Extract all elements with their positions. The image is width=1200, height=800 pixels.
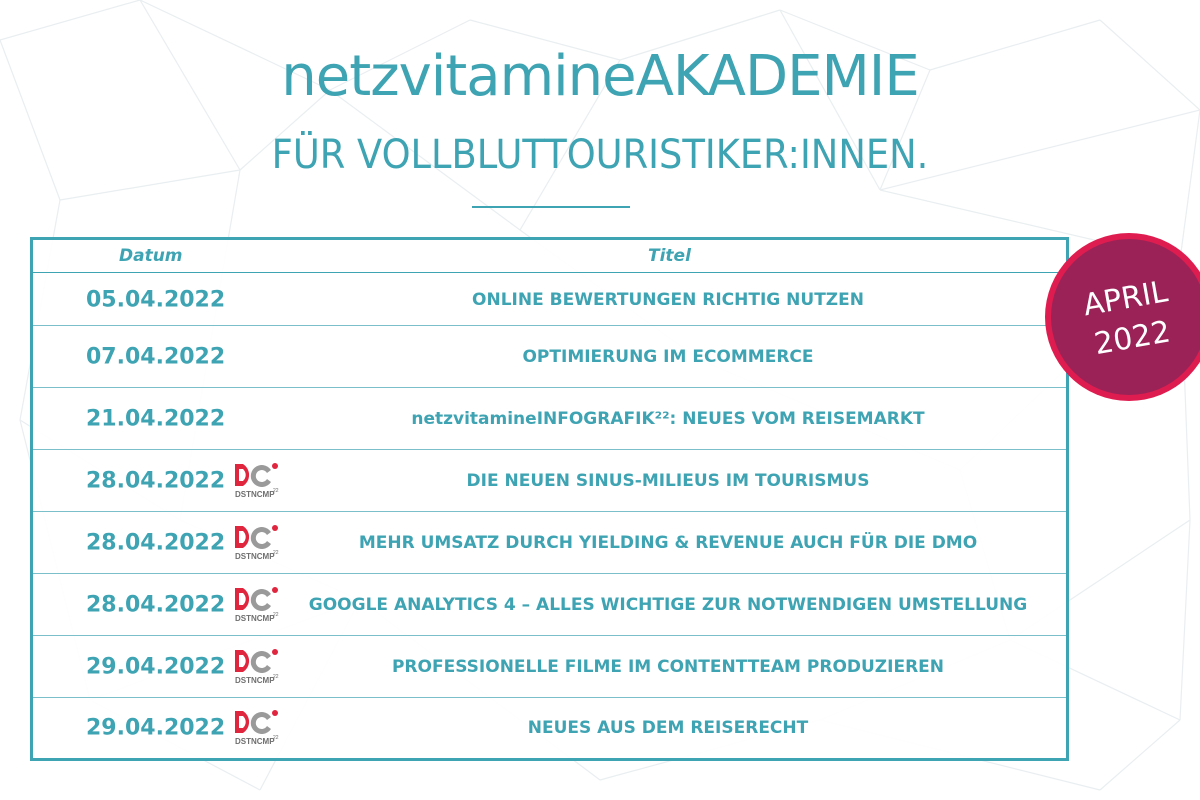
dstncmp-logo-icon	[233, 647, 281, 687]
row-title: MEHR UMSATZ DURCH YIELDING & REVENUE AUCH FÜR DIE DMO	[358, 532, 978, 553]
dstncmp-logo-icon	[233, 461, 281, 501]
table-row	[33, 388, 1066, 450]
row-title: ONLINE BEWERTUNGEN RICHTIG NUTZEN	[472, 289, 864, 310]
logo-superscript: 22	[273, 735, 279, 741]
dstncmp-logo-icon	[233, 523, 281, 563]
table-row	[33, 636, 1066, 698]
row-date: 21.04.2022	[86, 406, 226, 431]
row-date: 29.04.2022	[86, 654, 226, 679]
row-title: OPTIMIERUNG IM ECOMMERCE	[522, 346, 814, 367]
row-title: netzvitamineINFOGRAFIK²²: NEUES VOM REISEMARKT	[411, 408, 925, 429]
row-date: 05.04.2022	[86, 287, 226, 312]
table-row	[33, 698, 1066, 758]
logo-superscript: 22	[273, 487, 279, 494]
subtitle: FÜR VOLLBLUTTOURISTIKER:INNEN.	[271, 132, 929, 178]
brand-title: netzvitamineAKADEMIE	[281, 44, 919, 109]
column-header-title: Titel	[648, 246, 691, 266]
month-badge-inner	[1051, 239, 1200, 395]
row-date: 28.04.2022	[86, 468, 226, 493]
network-line	[1180, 110, 1200, 260]
logo-text: DSTNCMP	[235, 675, 275, 685]
title-divider	[472, 206, 630, 208]
table-row	[33, 274, 1066, 326]
row-date: 28.04.2022	[86, 530, 226, 555]
logo-text: DSTNCMP	[235, 737, 275, 746]
row-date: 07.04.2022	[86, 344, 226, 369]
row-date: 28.04.2022	[86, 592, 226, 617]
logo-text: DSTNCMP	[235, 551, 275, 561]
badge-month: APRIL	[1080, 274, 1171, 324]
row-title: DIE NEUEN SINUS-MILIEUS IM TOURISMUS	[466, 470, 870, 491]
dstncmp-logo-icon	[233, 708, 281, 748]
logo-text: DSTNCMP	[235, 489, 275, 499]
badge-year: 2022	[1091, 314, 1174, 363]
row-date: 29.04.2022	[86, 715, 226, 741]
schedule-table	[30, 237, 1069, 761]
row-title: NEUES AUS DEM REISERECHT	[527, 718, 809, 738]
network-line	[1180, 520, 1190, 720]
table-row	[33, 326, 1066, 388]
column-header-date: Datum	[119, 246, 183, 266]
month-badge-text	[1045, 266, 1200, 372]
network-line	[0, 0, 140, 40]
row-title: PROFESSIONELLE FILME IM CONTENTTEAM PRODUZIEREN	[391, 656, 945, 677]
dstncmp-logo-icon	[233, 585, 281, 625]
logo-superscript: 22	[273, 549, 279, 556]
month-badge	[1045, 233, 1200, 401]
table-row	[33, 512, 1066, 574]
table-row	[33, 450, 1066, 512]
table-header	[33, 240, 1066, 273]
row-title: GOOGLE ANALYTICS 4 – ALLES WICHTIGE ZUR NOTWENDIGEN UMSTELLUNG	[308, 594, 1028, 615]
network-line	[1100, 720, 1180, 790]
table-row	[33, 574, 1066, 636]
logo-superscript: 22	[273, 611, 279, 618]
logo-superscript: 22	[273, 673, 279, 680]
logo-text: DSTNCMP	[235, 613, 275, 623]
